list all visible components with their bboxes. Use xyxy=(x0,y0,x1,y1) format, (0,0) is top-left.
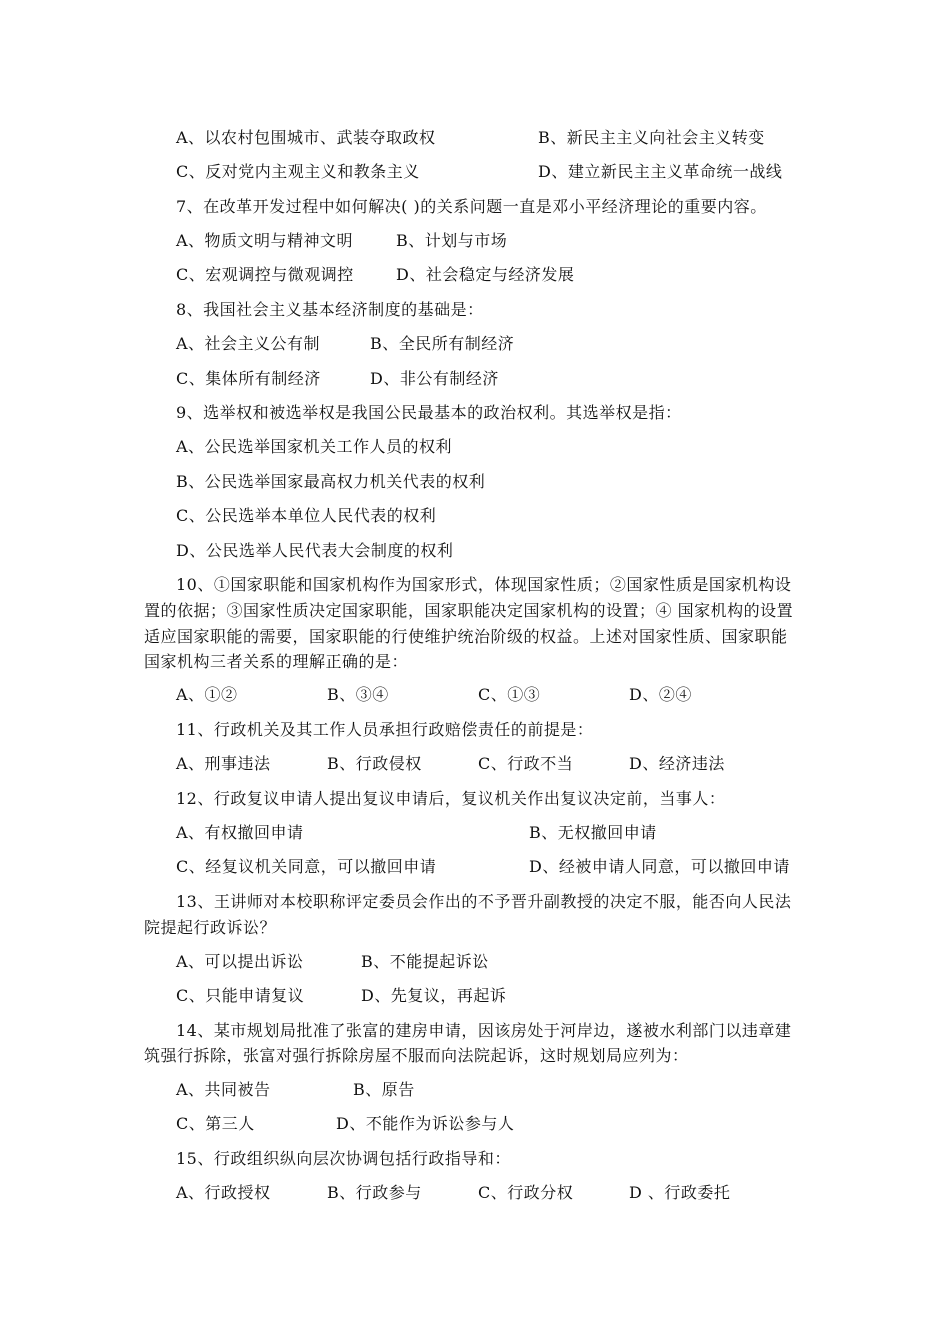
q15-stem: 15、行政组织纵向层次协调包括行政指导和： xyxy=(176,1149,511,1168)
q11-option-c: C、行政不当 xyxy=(478,754,574,773)
q6-option-a: A、以农村包围城市、武装夺取政权 xyxy=(176,128,436,147)
q10-stem-line1: 10、①国家职能和国家机构作为国家形式，体现国家性质；②国家性质是国家机构设 xyxy=(176,575,792,594)
q15-option-b: B、行政参与 xyxy=(327,1183,422,1202)
q13-stem-line1: 13、王讲师对本校职称评定委员会作出的不予晋升副教授的决定不服，能否向人民法 xyxy=(176,892,792,911)
q6-option-b: B、新民主主义向社会主义转变 xyxy=(538,128,765,147)
q11-stem: 11、行政机关及其工作人员承担行政赔偿责任的前提是： xyxy=(176,720,594,739)
q7-stem: 7、在改革开发过程中如何解决( )的关系问题一直是邓小平经济理论的重要内容。 xyxy=(176,197,767,216)
q13-option-d: D、先复议，再起诉 xyxy=(361,986,507,1005)
q15-option-d: D 、行政委托 xyxy=(629,1183,731,1202)
q15-option-a: A、行政授权 xyxy=(176,1183,271,1202)
q8-option-d: D、非公有制经济 xyxy=(370,369,499,388)
q12-option-d: D、经被申请人同意，可以撤回申请 xyxy=(529,857,790,876)
q6-option-d: D、建立新民主主义革命统一战线 xyxy=(538,162,783,181)
q7-option-d: D、社会稳定与经济发展 xyxy=(396,265,575,284)
q12-option-a: A、有权撤回申请 xyxy=(176,823,304,842)
q14-option-a: A、共同被告 xyxy=(176,1080,271,1099)
q14-stem-line2: 筑强行拆除，张富对强行拆除房屋不服而向法院起诉，这时规划局应列为： xyxy=(144,1046,689,1065)
q11-option-d: D、经济违法 xyxy=(629,754,725,773)
q6-option-c: C、反对党内主观主义和教条主义 xyxy=(176,162,420,181)
q13-option-b: B、不能提起诉讼 xyxy=(361,952,489,971)
q10-stem-line2: 置的依据；③国家性质决定国家职能，国家职能决定国家机构的设置；④ 国家机构的设置 xyxy=(144,601,794,620)
q8-option-a: A、社会主义公有制 xyxy=(176,334,321,353)
q10-option-c: C、①③ xyxy=(478,685,541,704)
q11-option-a: A、刑事违法 xyxy=(176,754,271,773)
q14-option-b: B、原告 xyxy=(353,1080,415,1099)
q9-option-a: A、公民选举国家机关工作人员的权利 xyxy=(176,437,453,456)
q10-stem-line3: 适应国家职能的需要，国家职能的行使维护统治阶级的权益。上述对国家性质、国家职能 xyxy=(144,627,788,646)
q9-option-c: C、公民选举本单位人民代表的权利 xyxy=(176,506,437,525)
q10-option-d: D、②④ xyxy=(629,685,692,704)
q12-option-b: B、无权撤回申请 xyxy=(529,823,657,842)
q8-option-c: C、集体所有制经济 xyxy=(176,369,321,388)
q7-option-a: A、物质文明与精神文明 xyxy=(176,231,354,250)
q13-stem-line2: 院提起行政诉讼？ xyxy=(144,918,277,937)
q9-option-d: D、公民选举人民代表大会制度的权利 xyxy=(176,541,454,560)
q12-stem: 12、行政复议申请人提出复议申请后，复议机关作出复议决定前，当事人： xyxy=(176,789,726,808)
q13-option-a: A、可以提出诉讼 xyxy=(176,952,304,971)
q12-option-c: C、经复议机关同意，可以撤回申请 xyxy=(176,857,437,876)
q10-stem-line4: 国家机构三者关系的理解正确的是： xyxy=(144,652,409,671)
q9-stem: 9、选举权和被选举权是我国公民最基本的政治权利。其选举权是指： xyxy=(176,403,682,422)
q10-option-a: A、①② xyxy=(176,685,238,704)
q14-stem-line1: 14、某市规划局批准了张富的建房申请，因该房处于河岸边，遂被水利部门以违章建 xyxy=(176,1021,792,1040)
q10-option-b: B、③④ xyxy=(327,685,389,704)
q14-option-c: C、第三人 xyxy=(176,1114,255,1133)
q7-option-b: B、计划与市场 xyxy=(396,231,508,250)
q7-option-c: C、宏观调控与微观调控 xyxy=(176,265,354,284)
q8-option-b: B、全民所有制经济 xyxy=(370,334,515,353)
q11-option-b: B、行政侵权 xyxy=(327,754,422,773)
q14-option-d: D、不能作为诉讼参与人 xyxy=(336,1114,515,1133)
q9-option-b: B、公民选举国家最高权力机关代表的权利 xyxy=(176,472,486,491)
q15-option-c: C、行政分权 xyxy=(478,1183,574,1202)
q8-stem: 8、我国社会主义基本经济制度的基础是： xyxy=(176,300,484,319)
q13-option-c: C、只能申请复议 xyxy=(176,986,305,1005)
